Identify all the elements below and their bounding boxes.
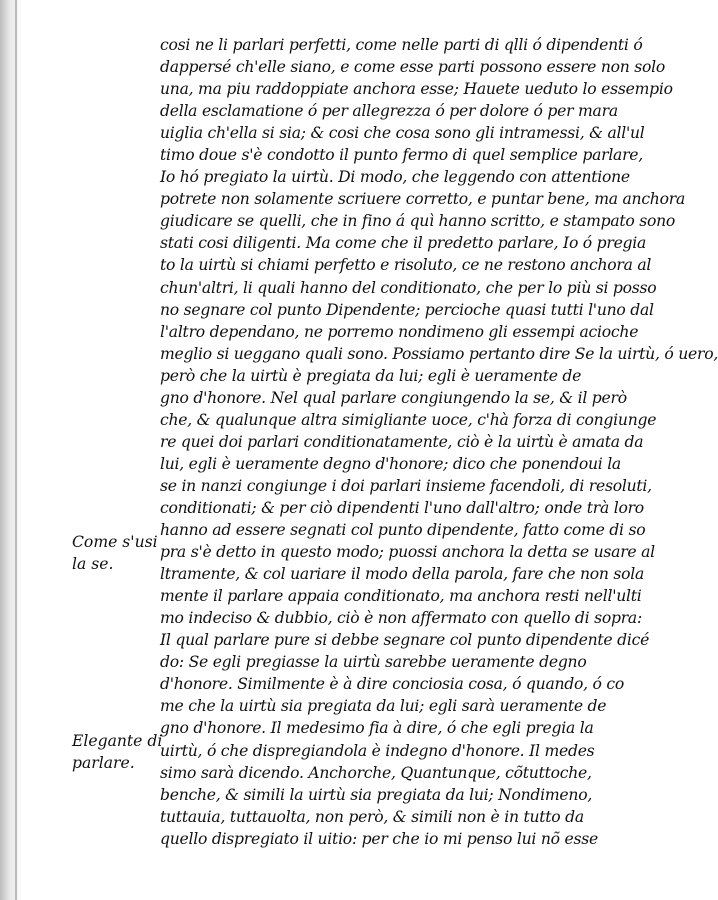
margin-note-line: Come s'usi (72, 533, 158, 551)
margin-note-line: Elegante di (72, 732, 163, 750)
margin-note-come-si-usi (72, 531, 160, 575)
text-line: uiglia ch'ella si sia; & cosi che cosa sono gli intramessi, & all'ul (160, 124, 645, 143)
text-line: stati cosi diligenti. Ma come che il predetto parlare, Io ó pregia (160, 234, 647, 253)
text-line: che, & qualunque altra simigliante uoce, c'hà forza di congiunge (160, 410, 657, 429)
text-line: mo indeciso & dubbio, ciò è non affermato con quello di sopra: (160, 609, 642, 628)
margin-note-line: parlare. (72, 754, 135, 772)
text-line: se in nanzi congiunge i doi parlari insieme facendoli, di resoluti, (160, 476, 652, 495)
text-line: uirtù, ó che dispregiandola è indegno d'honore. Il medes (160, 741, 595, 760)
text-line: meglio si ueggano quali sono. Possiamo pertanto dire Se la uirtù, ó uero, (160, 344, 718, 363)
margin-note-line: la se. (72, 555, 114, 573)
text-line: della esclamatione ó per allegrezza ó per dolore ó per mara (160, 102, 618, 121)
text-line: mente il parlare appaia conditionato, ma anchora resti nell'ulti (160, 587, 642, 606)
text-line: no segnare col punto Dipendente; percioche quasi tutti l'uno dal (160, 300, 654, 319)
text-line: gno d'honore. Il medesimo fia à dire, ó che egli pregia la (160, 719, 594, 738)
text-line: cosi ne li parlari perfetti, come nelle parti di qlli ó dipendenti ó (160, 36, 643, 54)
text-line: quello dispregiato il uitio: per che io mi penso lui nõ esse (160, 829, 598, 848)
binding-shadow (0, 0, 22, 900)
main-text-block (160, 34, 718, 850)
text-line: me che la uirtù sia pregiata da lui; egli sarà ueramente de (160, 697, 607, 716)
text-line: però che la uirtù è pregiata da lui; egli è ueramente de (160, 366, 582, 385)
text-line: una, ma piu raddoppiate anchora esse; Hauete ueduto lo essempio (160, 80, 673, 99)
text-line: benche, & simili la uirtù sia pregiata da lui; Nondimeno, (160, 785, 593, 804)
text-line: potrete non solamente scriuere corretto, e puntar bene, ma anchora (160, 190, 685, 209)
text-line: d'honore. Similmente è à dire conciosia cosa, ó quando, ó co (160, 675, 625, 694)
text-line: conditionati; & per ciò dipendenti l'uno dall'altro; onde trà loro (160, 498, 644, 517)
text-line: ltramente, & col uariare il modo della parola, fare che non sola (160, 565, 645, 584)
text-line: Io hó pregiato la uirtù. Di modo, che leggendo con attentione (160, 168, 630, 187)
text-line: to la uirtù si chiami perfetto e risoluto, ce ne restono anchora al (160, 256, 652, 275)
text-line: hanno ad essere segnati col punto dipendente, fatto come di so (160, 521, 646, 540)
text-line: lui, egli è ueramente degno d'honore; dico che ponendoui la (160, 454, 621, 473)
text-line: tuttauia, tuttauolta, non però, & simili non è in tutto da (160, 807, 584, 826)
text-line: timo doue s'è condotto il punto fermo di quel semplice parlare, (160, 146, 643, 165)
text-line: pra s'è detto in questo modo; puossi anchora la detta se usare al (160, 543, 655, 562)
text-line: do: Se egli pregiasse la uirtù sarebbe ueramente degno (160, 653, 587, 672)
text-line: re quei doi parlari conditionatamente, ciò è la uirtù è amata da (160, 432, 644, 451)
binding-edge (15, 0, 17, 900)
margin-note-elegante (72, 730, 163, 774)
text-line: l'altro dependano, ne porremo nondimeno gli essempi acioche (160, 322, 639, 341)
text-line: chun'altri, li quali hanno del conditionato, che per lo più si posso (160, 278, 657, 297)
text-line: gno d'honore. Nel qual parlare congiungendo la se, & il però (160, 388, 627, 407)
text-line: Il qual parlare pure si debbe segnare col punto dipendente dicé (160, 631, 650, 650)
text-line: dappersé ch'elle siano, e come esse parti possono essere non solo (160, 58, 666, 77)
text-line: giudicare se quelli, che in fino á quì hanno scritto, e stampato sono (160, 212, 676, 231)
text-line: simo sarà dicendo. Anchorche, Quantunque, cõtuttoche, (160, 763, 592, 782)
